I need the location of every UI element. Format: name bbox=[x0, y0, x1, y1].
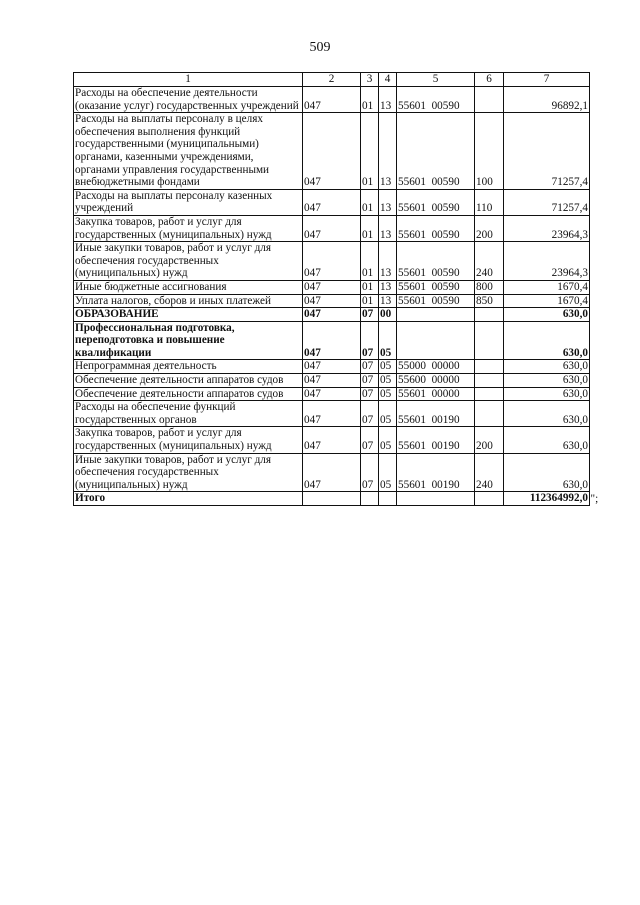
cell-c3: 07 bbox=[361, 360, 379, 374]
cell-name: Расходы на выплаты персоналу в целях обеспечения выполнения функций государственными (муниципальными) органами, казенными учреждениями, органами управления государственными внебюджетными фондами bbox=[74, 113, 303, 190]
cell-c4: 13 bbox=[379, 113, 397, 190]
cell-name: Расходы на выплаты персоналу казенных учреждений bbox=[74, 189, 303, 215]
cell-c2: 047 bbox=[303, 453, 361, 492]
cell-c4: 13 bbox=[379, 242, 397, 281]
cell-c7: 630,0 bbox=[504, 308, 590, 322]
cell-c2: 047 bbox=[303, 294, 361, 308]
cell-c7: 630,0 bbox=[504, 360, 590, 374]
cell-c6: 240 bbox=[475, 242, 504, 281]
cell-c6: 200 bbox=[475, 427, 504, 453]
cell-c3: 01 bbox=[361, 113, 379, 190]
cell-c7: 630,0 bbox=[504, 427, 590, 453]
cell-name: Иные закупки товаров, работ и услуг для обеспечения государственных (муниципальных) нужд bbox=[74, 453, 303, 492]
table-row bbox=[74, 453, 590, 492]
table-row bbox=[74, 308, 590, 322]
cell-c3: 01 bbox=[361, 294, 379, 308]
cell-c7: 1670,4 bbox=[504, 294, 590, 308]
cell-c7: 630,0 bbox=[504, 374, 590, 388]
table-row bbox=[74, 427, 590, 453]
column-header-3: 3 bbox=[361, 73, 379, 87]
cell-c2: 047 bbox=[303, 308, 361, 322]
cell-c3: 07 bbox=[361, 387, 379, 401]
column-header-6: 6 bbox=[475, 73, 504, 87]
table-header-row bbox=[74, 73, 590, 87]
cell-c6: 240 bbox=[475, 453, 504, 492]
cell-c5: 55601 00190 bbox=[397, 453, 475, 492]
cell-c4: 05 bbox=[379, 321, 397, 360]
cell-name: Иные бюджетные ассигнования bbox=[74, 280, 303, 294]
cell-c2: 047 bbox=[303, 427, 361, 453]
table-row bbox=[74, 113, 590, 190]
cell-c6 bbox=[475, 321, 504, 360]
table-row bbox=[74, 360, 590, 374]
cell-c4: 13 bbox=[379, 189, 397, 215]
cell-c6 bbox=[475, 374, 504, 388]
cell-c4: 13 bbox=[379, 215, 397, 241]
cell-c4: 13 bbox=[379, 87, 397, 113]
cell-c2: 047 bbox=[303, 113, 361, 190]
table-row bbox=[74, 87, 590, 113]
cell-name: Расходы на обеспечение функций государственных органов bbox=[74, 401, 303, 427]
cell-c7: 630,0 bbox=[504, 401, 590, 427]
cell-c3: 07 bbox=[361, 401, 379, 427]
column-header-5: 5 bbox=[397, 73, 475, 87]
total-empty-cell bbox=[379, 492, 397, 506]
cell-c5: 55600 00000 bbox=[397, 374, 475, 388]
cell-c2: 047 bbox=[303, 189, 361, 215]
cell-c4: 13 bbox=[379, 294, 397, 308]
cell-c3: 01 bbox=[361, 242, 379, 281]
cell-c5: 55601 00190 bbox=[397, 401, 475, 427]
total-value: 112364992,0 bbox=[504, 492, 590, 506]
cell-c6 bbox=[475, 87, 504, 113]
cell-c6: 200 bbox=[475, 215, 504, 241]
budget-table bbox=[73, 72, 590, 506]
cell-c2: 047 bbox=[303, 87, 361, 113]
cell-c2: 047 bbox=[303, 401, 361, 427]
cell-c7: 71257,4 bbox=[504, 189, 590, 215]
cell-c5: 55601 00590 bbox=[397, 280, 475, 294]
cell-c2: 047 bbox=[303, 387, 361, 401]
cell-c6 bbox=[475, 360, 504, 374]
cell-c2: 047 bbox=[303, 242, 361, 281]
table-row bbox=[74, 387, 590, 401]
cell-c5: 55601 00590 bbox=[397, 189, 475, 215]
cell-name: Профессиональная подготовка, переподготовка и повышение квалификации bbox=[74, 321, 303, 360]
cell-c3: 07 bbox=[361, 321, 379, 360]
cell-c4: 05 bbox=[379, 401, 397, 427]
cell-c6 bbox=[475, 308, 504, 322]
cell-c5 bbox=[397, 308, 475, 322]
total-empty-cell bbox=[475, 492, 504, 506]
total-empty-cell bbox=[303, 492, 361, 506]
cell-c4: 13 bbox=[379, 280, 397, 294]
total-row bbox=[74, 492, 590, 506]
cell-c4: 05 bbox=[379, 427, 397, 453]
column-header-2: 2 bbox=[303, 73, 361, 87]
cell-c5: 55601 00590 bbox=[397, 215, 475, 241]
cell-c5: 55601 00590 bbox=[397, 113, 475, 190]
cell-c6: 110 bbox=[475, 189, 504, 215]
cell-c2: 047 bbox=[303, 215, 361, 241]
table-row bbox=[74, 215, 590, 241]
cell-c5: 55000 00000 bbox=[397, 360, 475, 374]
cell-c2: 047 bbox=[303, 321, 361, 360]
cell-c7: 23964,3 bbox=[504, 215, 590, 241]
cell-c3: 01 bbox=[361, 280, 379, 294]
cell-c7: 96892,1 bbox=[504, 87, 590, 113]
cell-c3: 01 bbox=[361, 215, 379, 241]
table-body bbox=[74, 87, 590, 506]
cell-name: ОБРАЗОВАНИЕ bbox=[74, 308, 303, 322]
cell-c5 bbox=[397, 321, 475, 360]
cell-name: Обеспечение деятельности аппаратов судов bbox=[74, 374, 303, 388]
cell-c3: 01 bbox=[361, 87, 379, 113]
cell-c6 bbox=[475, 401, 504, 427]
table-row bbox=[74, 242, 590, 281]
cell-c6: 100 bbox=[475, 113, 504, 190]
cell-c4: 05 bbox=[379, 374, 397, 388]
column-header-7: 7 bbox=[504, 73, 590, 87]
cell-c6: 800 bbox=[475, 280, 504, 294]
cell-name: Закупка товаров, работ и услуг для государственных (муниципальных) нужд bbox=[74, 427, 303, 453]
cell-c6: 850 bbox=[475, 294, 504, 308]
cell-name: Иные закупки товаров, работ и услуг для обеспечения государственных (муниципальных) нужд bbox=[74, 242, 303, 281]
cell-c5: 55601 00190 bbox=[397, 427, 475, 453]
table-row bbox=[74, 321, 590, 360]
total-empty-cell bbox=[361, 492, 379, 506]
cell-c3: 07 bbox=[361, 374, 379, 388]
table-row bbox=[74, 294, 590, 308]
cell-c5: 55601 00590 bbox=[397, 87, 475, 113]
page-number: 509 bbox=[309, 40, 331, 55]
cell-c5: 55601 00000 bbox=[397, 387, 475, 401]
column-header-4: 4 bbox=[379, 73, 397, 87]
cell-c2: 047 bbox=[303, 374, 361, 388]
cell-name: Расходы на обеспечение деятельности (оказание услуг) государственных учреждений bbox=[74, 87, 303, 113]
cell-name: Закупка товаров, работ и услуг для государственных (муниципальных) нужд bbox=[74, 215, 303, 241]
cell-c6 bbox=[475, 387, 504, 401]
cell-c4: 05 bbox=[379, 387, 397, 401]
cell-c3: 07 bbox=[361, 427, 379, 453]
table-row bbox=[74, 280, 590, 294]
table-row bbox=[74, 374, 590, 388]
cell-c4: 00 bbox=[379, 308, 397, 322]
cell-c4: 05 bbox=[379, 360, 397, 374]
cell-c5: 55601 00590 bbox=[397, 294, 475, 308]
cell-c3: 07 bbox=[361, 308, 379, 322]
cell-c2: 047 bbox=[303, 280, 361, 294]
cell-c7: 71257,4 bbox=[504, 113, 590, 190]
cell-c4: 05 bbox=[379, 453, 397, 492]
table-row bbox=[74, 189, 590, 215]
cell-name: Уплата налогов, сборов и иных платежей bbox=[74, 294, 303, 308]
cell-c7: 630,0 bbox=[504, 387, 590, 401]
table-row bbox=[74, 401, 590, 427]
total-empty-cell bbox=[397, 492, 475, 506]
cell-c5: 55601 00590 bbox=[397, 242, 475, 281]
cell-c7: 630,0 bbox=[504, 453, 590, 492]
cell-c2: 047 bbox=[303, 360, 361, 374]
total-label: Итого bbox=[74, 492, 303, 506]
cell-name: Непрограммная деятельность bbox=[74, 360, 303, 374]
cell-c3: 07 bbox=[361, 453, 379, 492]
cell-c7: 630,0 bbox=[504, 321, 590, 360]
cell-c3: 01 bbox=[361, 189, 379, 215]
cell-c7: 1670,4 bbox=[504, 280, 590, 294]
cell-c7: 23964,3 bbox=[504, 242, 590, 281]
total-suffix: "; bbox=[590, 492, 599, 505]
cell-name: Обеспечение деятельности аппаратов судов bbox=[74, 387, 303, 401]
column-header-1: 1 bbox=[74, 73, 303, 87]
